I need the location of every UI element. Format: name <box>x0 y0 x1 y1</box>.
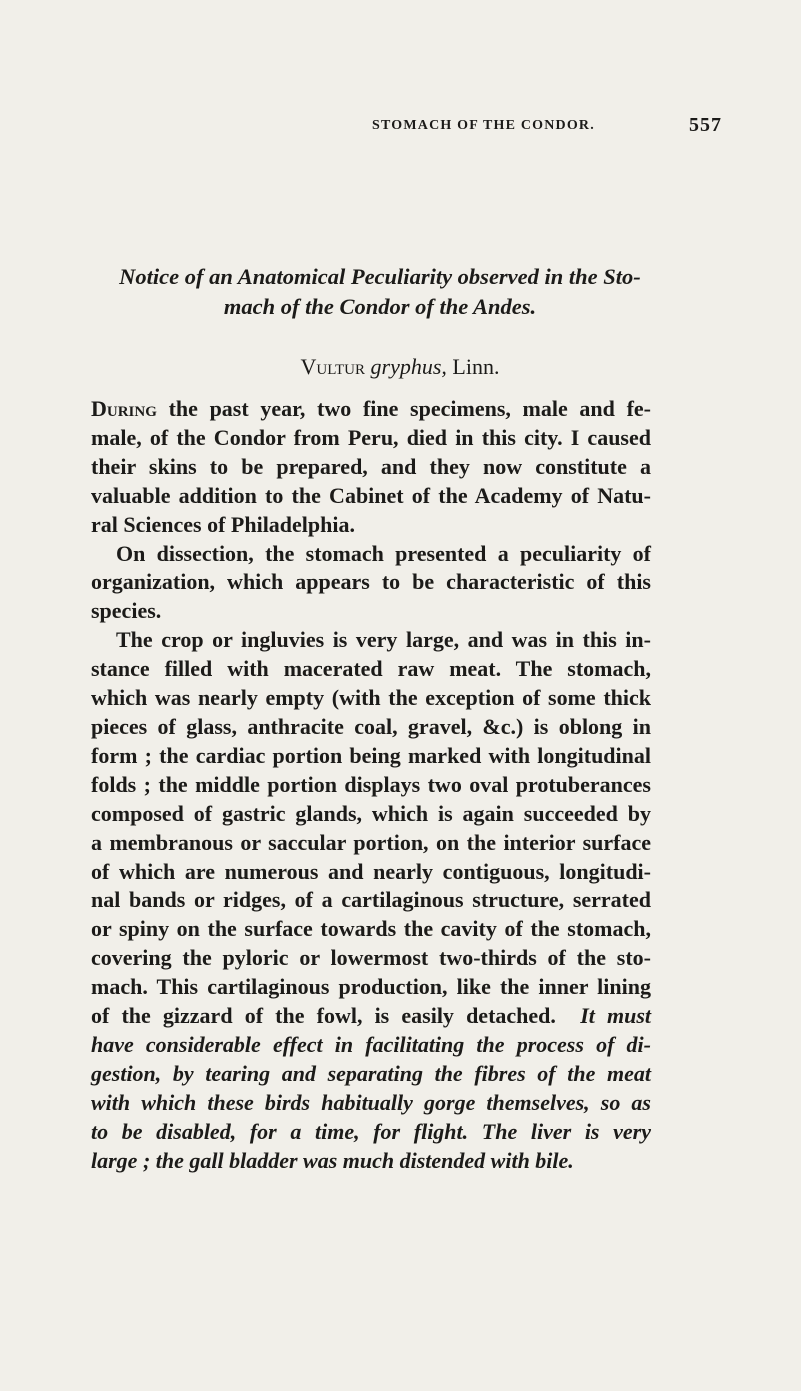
paragraph-3-italic-line: have considerable effect in facilitating the process of di- <box>91 1031 651 1057</box>
paragraph-3-italic-line: to be disabled, for a time, for flight. The liver is very <box>91 1118 651 1144</box>
italic-tail: It must <box>580 1003 652 1029</box>
paragraph-3-line: which was nearly empty (with the exception of some thick <box>91 685 651 711</box>
paragraph-3-line: or spiny on the surface towards the cavity of the stomach, <box>91 916 651 942</box>
paragraph-3-line: stance filled with macerated raw meat. The stomach, <box>91 656 651 682</box>
paragraph-3-line: mach. This cartilaginous production, like the inner lining <box>91 974 651 1000</box>
running-title: STOMACH OF THE CONDOR. <box>372 118 595 133</box>
page-number: 557 <box>689 114 722 136</box>
species-name <box>60 352 740 382</box>
paragraph-2-line: On dissection, the stomach presented a peculiarity of <box>116 540 651 566</box>
paragraph-3-line: nal bands or ridges, of a cartilaginous structure, serrated <box>91 887 651 913</box>
paragraph-3-italic-line: gestion, by tearing and separating the fibres of the meat <box>91 1060 651 1086</box>
paragraph-3-line-mixed: of the gizzard of the fowl, is easily detached. It must <box>91 1003 652 1029</box>
running-head <box>70 114 722 144</box>
paragraph-1-line: their skins to be prepared, and they now constitute a <box>91 453 651 479</box>
paragraph-3-line: composed of gastric glands, which is again succeeded by <box>91 800 651 826</box>
species-epithet: gryphus, <box>370 354 447 379</box>
paragraph-1-line: valuable addition to the Cabinet of the Academy of Natu- <box>91 482 651 508</box>
paragraph-3-line: The crop or ingluvies is very large, and was in this in- <box>116 627 651 653</box>
paragraph-1-line: male, of the Condor from Peru, died in this city. I caused <box>91 424 651 450</box>
paragraph-3-line: form ; the cardiac portion being marked with longitudinal <box>91 742 651 768</box>
paragraph-3-line: a membranous or saccular portion, on the interior surface <box>91 829 651 855</box>
paragraph-3-line: pieces of glass, anthracite coal, gravel, &c.) is oblong in <box>91 713 651 739</box>
article-title: Notice of an Anatomical Peculiarity observed in the Sto- mach of the Condor of the Andes. <box>119 264 641 319</box>
species-genus: Vultur <box>300 354 366 379</box>
species-authority: Linn. <box>452 354 500 379</box>
lead-word: During <box>91 396 157 421</box>
paragraph-3-line: covering the pyloric or lowermost two-thirds of the sto- <box>91 945 651 971</box>
paragraph-3-italic-line: with which these birds habitually gorge themselves, so as <box>91 1089 651 1115</box>
paragraph-3-line: folds ; the middle portion displays two oval protuberances <box>91 771 651 797</box>
paragraph-3-line: of which are numerous and nearly contiguous, longitudi- <box>91 858 651 884</box>
body-text <box>91 395 651 1175</box>
paragraph-1-line-1: During the past year, two fine specimens, male and fe- <box>91 396 651 421</box>
paragraph-1-line: ral Sciences of Philadelphia. <box>91 511 355 537</box>
paragraph-3-italic-line: large ; the gall bladder was much distended with bile. <box>91 1147 574 1173</box>
paragraph-2-line: species. <box>91 598 162 624</box>
paragraph-2-line: organization, which appears to be characteristic of this <box>91 569 651 595</box>
